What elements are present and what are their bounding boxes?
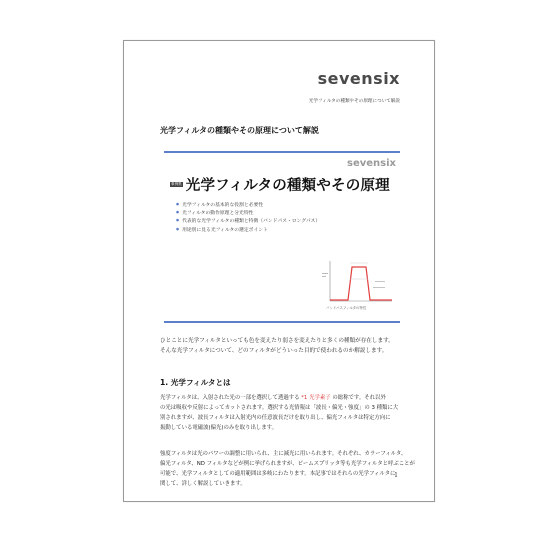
intro-line: そんな光学フィルタについて、どのフィルタがどういった目的で使われるのか解説します。: [160, 348, 388, 354]
intro-line: ひとことに光学フィルタといっても色を変えたり弱さを変えたりと多くの種類が存在します。: [160, 338, 394, 344]
footnote-link[interactable]: *1 光学素子: [301, 395, 331, 401]
cover-title: 光学フィルタの種類やその原理: [185, 178, 390, 194]
paragraph-line: 別されますが、波長フィルタは入射光内の任意波長だけを取り出し、偏光フィルタは特定方向に: [160, 415, 391, 421]
bullet-item: ● 用途別に見る光フィルタの選定ポイント: [176, 226, 320, 234]
document-title: 光学フィルタの種類やその原理について解説: [160, 126, 319, 135]
text-run: の総称です。それ以外: [330, 395, 386, 401]
diagram-caption: バンドパスフィルタの特性: [326, 306, 367, 310]
cover-top-rule: [164, 151, 400, 153]
paragraph-line: [160, 393, 410, 403]
bandpass-curve: [330, 267, 392, 300]
paragraph-line: 振動している電磁波(偏光)のみを取り出します。: [160, 425, 277, 431]
paragraph-line: 強度フィルタは光のパワーの調整に用いられ、主に減光に用いられます。それぞれ、カラーフィルタ、: [160, 451, 407, 457]
bandpass-filter-diagram: [320, 255, 396, 309]
page-number: 1: [394, 472, 398, 479]
bullet-item: ● 代表的な光学フィルタの種類と特徴（バンドパス・ロングパス）: [176, 217, 320, 225]
paragraph-line: の光は吸収や反射によってカットされます。選択する光情報は「波長・偏光・強度」の 3 種類に大: [160, 405, 399, 411]
diagram-annotation-mark: [375, 281, 385, 282]
paragraph-line: 偏光フィルタ、ND フィルタなどが例に挙げられますが、ビームスプリッタ等も光学フィルタと呼ぶことが: [160, 461, 415, 467]
cover-bottom-rule: [164, 321, 400, 323]
section-heading: 1. 光学フィルタとは: [160, 378, 231, 387]
bullet-item: ● 光学フィルタの基本的な役割と必要性: [176, 201, 320, 209]
cover-brand-logo: sevensix: [347, 158, 396, 169]
diagram-annotation-mark: [373, 287, 385, 288]
diagram-axis-label-mark: [322, 276, 326, 277]
paragraph-line: 関して、詳しく解説していきます。: [160, 481, 246, 487]
cover-badge: 事例集: [171, 181, 182, 186]
bullet-item: ● 光フィルタの動作原理と分光特性: [176, 209, 320, 217]
cover-bullet-list: [176, 201, 320, 234]
section-paragraph-1: [160, 393, 410, 433]
text-run: 光学フィルタは、入射された光の一部を選択して透過する: [160, 395, 302, 401]
header-subtitle: 光学フィルタの種類やその原理について解説: [308, 99, 400, 104]
brand-logo: sevensix: [317, 69, 400, 88]
cover-heading: [170, 174, 390, 195]
paragraph-line: 可能で、光学フィルタとしての適用範囲は多岐にわたります。本記事ではそれらの光学フィルタに: [160, 471, 396, 477]
document-page: [123, 40, 435, 502]
diagram-axis-label-mark: [322, 273, 328, 274]
section-paragraph-2: [160, 449, 415, 489]
intro-paragraph: [160, 336, 408, 356]
